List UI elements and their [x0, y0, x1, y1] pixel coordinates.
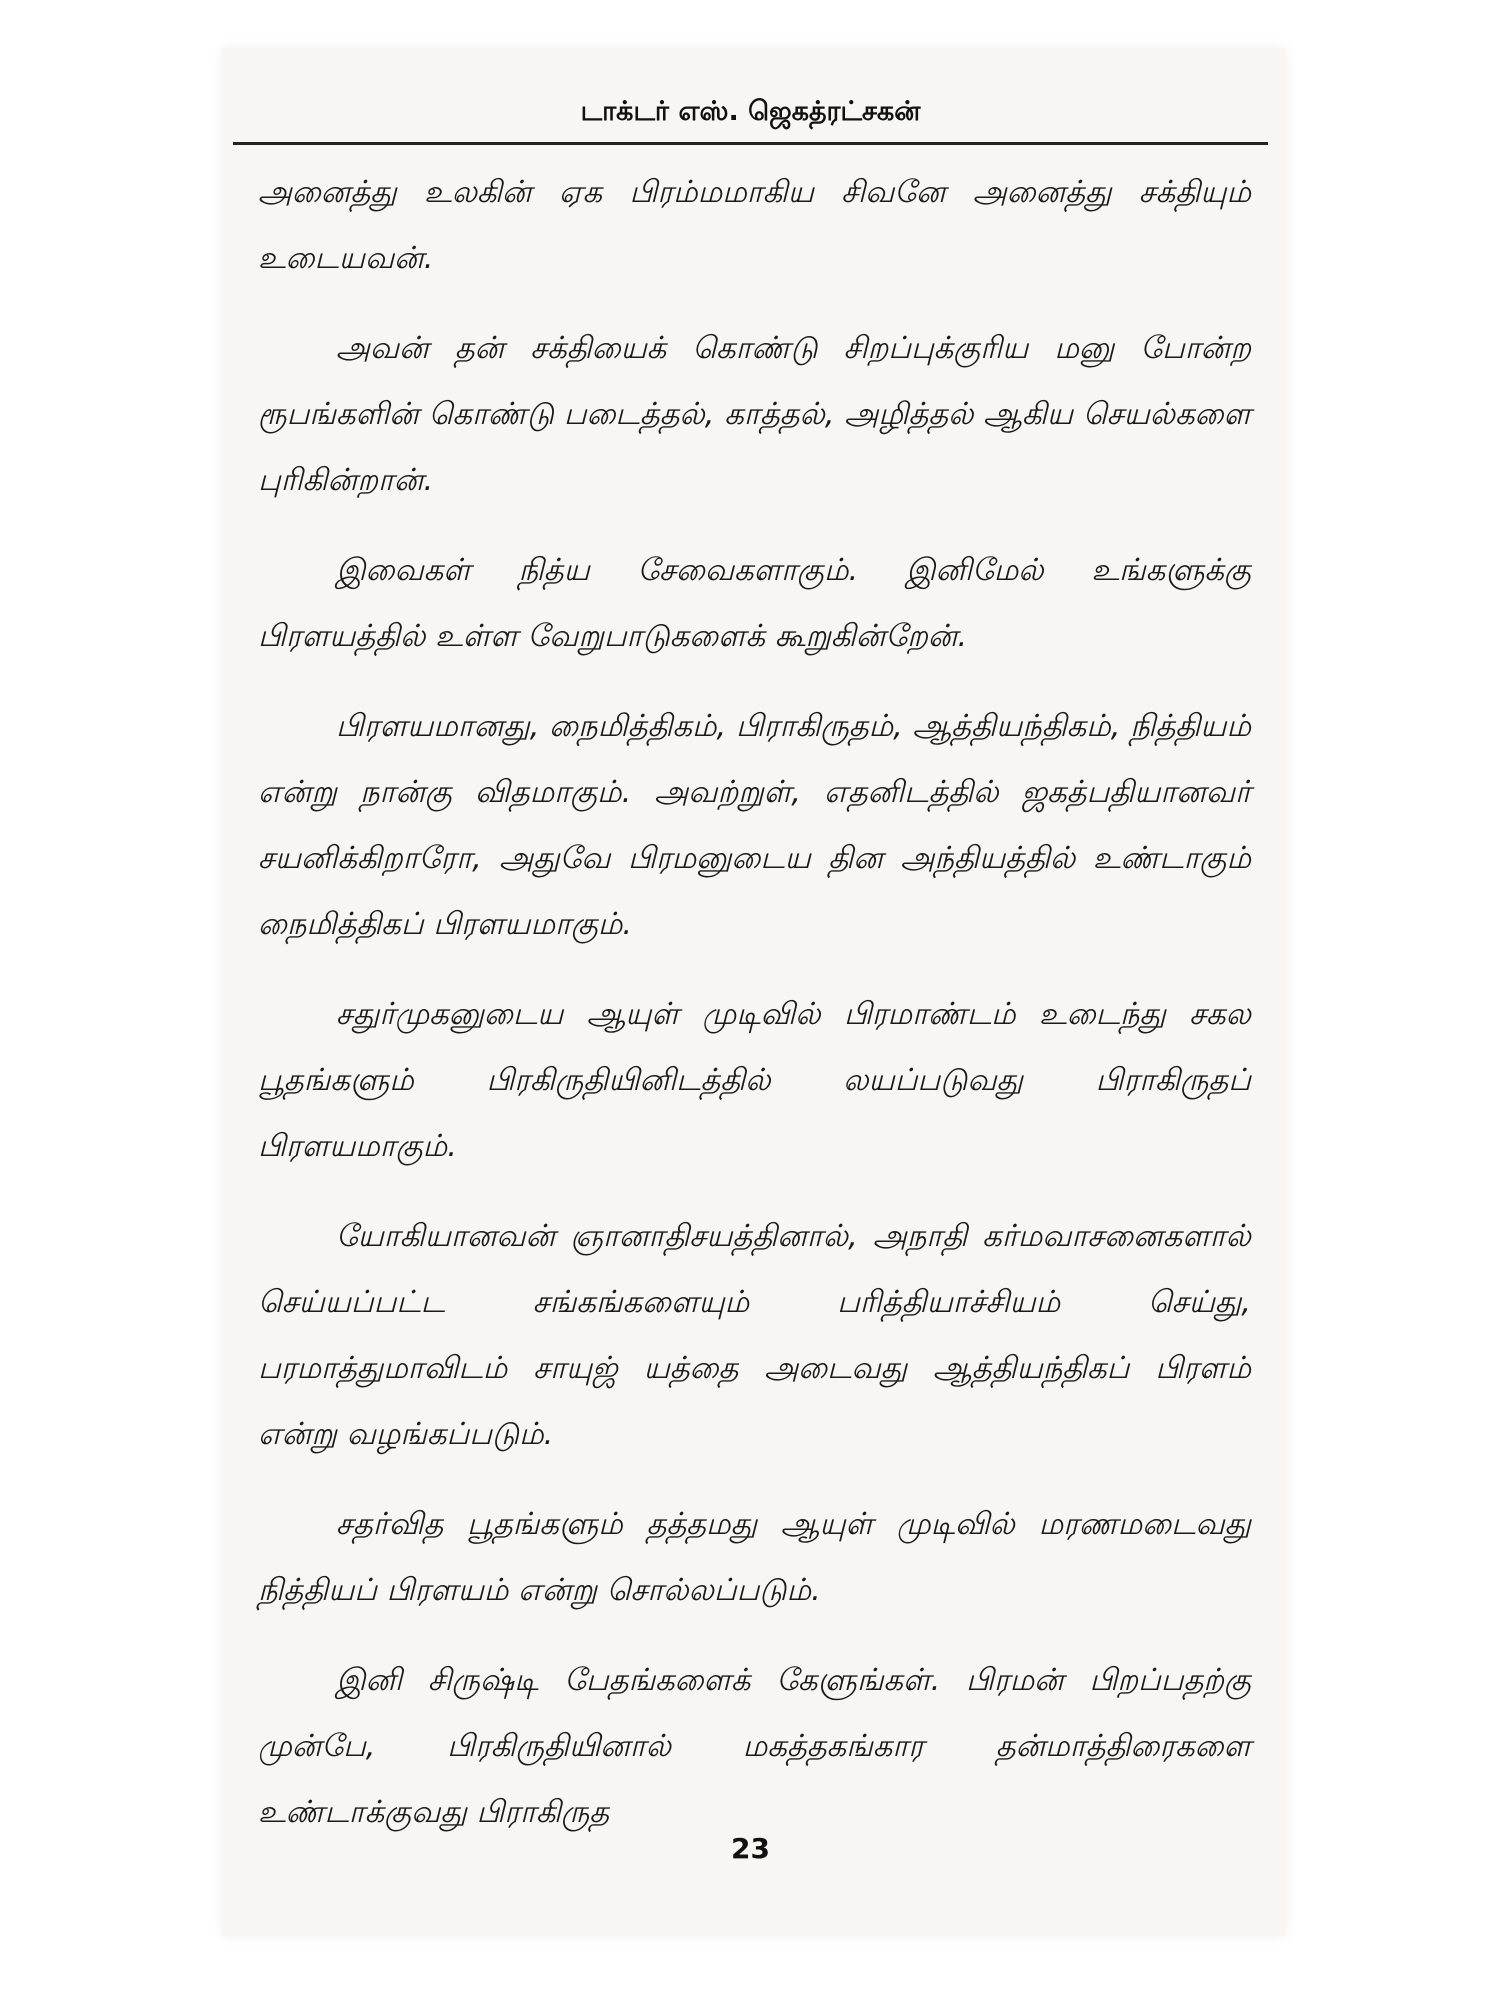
- paragraph-5: சதுர்முகனுடைய ஆயுள் முடிவில் பிரமாண்டம் உடைந்து சகல பூதங்களும் பிரகிருதியினிடத்தில் லயப்படுவது பிராகிருதப் பிரளயமாகும்.: [258, 997, 1251, 1164]
- body-text: [258, 160, 1251, 1870]
- paragraph-2: அவன் தன் சக்தியைக் கொண்டு சிறப்புக்குரிய மனு போன்ற ரூபங்களின் கொண்டு படைத்தல், காத்தல், அழித்தல் ஆகிய செயல்களை புரிகின்றான்.: [258, 331, 1251, 498]
- paragraph-6: யோகியானவன் ஞானாதிசயத்தினால், அநாதி கர்மவாசனைகளால் செய்யப்பட்ட சங்கங்களையும் பரித்தியாச்சியம் செய்து, பரமாத்துமாவிடம் சாயுஜ் யத்தை அடைவது ஆத்தியந்திகப் பிரளம் என்று வழங்கப்படும்.: [258, 1219, 1251, 1452]
- paragraph-7: சதர்வித பூதங்களும் தத்தமது ஆயுள் முடிவில் மரணமடைவது நித்தியப் பிரளயம் என்று சொல்லப்படும்.: [258, 1507, 1251, 1608]
- paragraph-4: பிரளயமானது, நைமித்திகம், பிராகிருதம், ஆத்தியந்திகம், நித்தியம் என்று நான்கு விதமாகும். அவற்றுள், எதனிடத்தில் ஜகத்பதியானவர் சயனிக்கிறாரோ, அதுவே பிரமனுடைய தின அந்தியத்தில் உண்டாகும் நைமித்திகப் பிரளயமாகும்.: [258, 709, 1251, 942]
- paragraph-8: இனி சிருஷ்டி பேதங்களைக் கேளுங்கள். பிரமன் பிறப்பதற்கு முன்பே, பிரகிருதியினால் மகத்தகங்கார தன்மாத்திரைகளை உண்டாக்குவது பிராகிருத: [258, 1663, 1251, 1830]
- header-rule: [233, 142, 1268, 145]
- page-number: 23: [731, 1832, 770, 1865]
- paragraph-1: அனைத்து உலகின் ஏக பிரம்மமாகிய சிவனே அனைத்து சக்தியும் உடையவன்.: [258, 175, 1251, 276]
- running-header: டாக்டர் எஸ். ஜெகத்ரட்சகன்: [580, 96, 921, 127]
- paragraph-3: இவைகள் நித்ய சேவைகளாகும். இனிமேல் உங்களுக்கு பிரளயத்தில் உள்ள வேறுபாடுகளைக் கூறுகின்றேன்.: [258, 553, 1251, 654]
